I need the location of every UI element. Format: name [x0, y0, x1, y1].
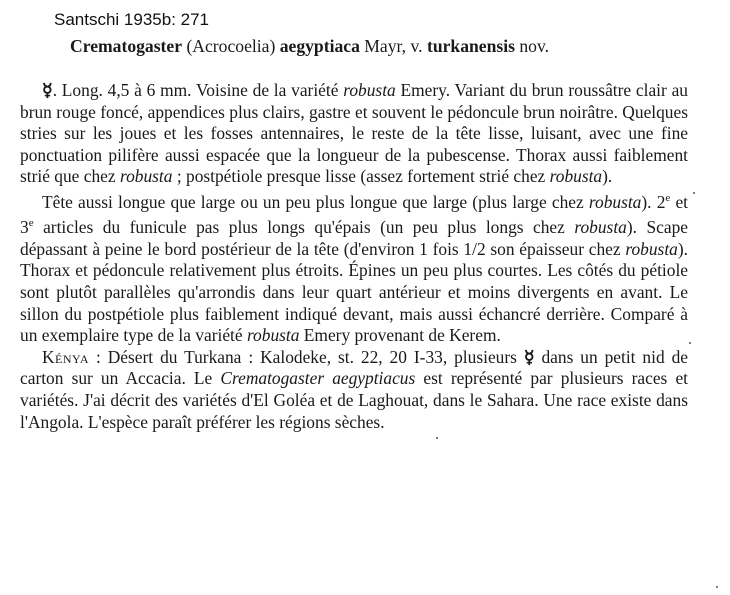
paragraph-locality: Kénya : Désert du Turkana : Kalodeke, st. 22, 20 I-33, plusieurs ☿ dans un petit nid de carton sur un Accacia. Le Crematogaster aegyptiacus est représenté par plusieurs races et variétés. J'ai décrit des variétés d'El Goléa et de Laghouat, dans le Sahara. Une race existe dans l'Angola. L'espèce paraît préférer les régions sèches.	[20, 346, 688, 432]
scan-speck	[436, 437, 438, 439]
species-name: aegyptiaca	[279, 36, 360, 56]
locality-country: Kénya	[42, 346, 90, 367]
subgenus-name: (Acrocoelia)	[186, 36, 276, 56]
rank-label: v.	[410, 36, 423, 56]
author-name: Mayr,	[364, 36, 407, 56]
scan-speck	[716, 586, 718, 588]
citation-header: Santschi 1935b: 271	[54, 10, 210, 29]
body-text	[20, 80, 688, 433]
scan-speck	[689, 342, 691, 344]
paragraph-comparison: Tête aussi longue que large ou un peu plus longue que large (plus large chez robusta). 2e et 3e articles du funicule pas plus longs qu'épais (un peu plus longs chez robusta). Scape dépassant à peine le bord postérieur de la tête (d'environ 1 fois 1/2 son épaisseur chez robusta). Thorax et pédoncule relativement plus étroits. Épines un peu plus courtes. Les côtés du pétiole sont plutôt parallèles qu'arrondis dans leur quart antérieur et moins divergents en avant. Le sillon du postpétiole plus faiblement indiqué devant, mais aussi échancré derrière. Comparé à un exemplaire type de la variété robusta Emery provenant de Kerem.	[20, 191, 689, 346]
variety-name: turkanensis	[426, 36, 515, 56]
taxon-title	[70, 36, 720, 57]
paragraph-description: ☿. Long. 4,5 à 6 mm. Voisine de la variété robusta Emery. Variant du brun roussâtre clair au brun rouge foncé, appendices plus clairs, gastre et souvent le pédoncule brun noirâtre. Quelques stries sur les joues et les fosses antennaires, le reste de la tête lisse, luisant, avec une fine ponctuation pilifère aussi espacée que la longueur de la pubescense. Thorax aussi faiblement strié que chez robusta ; postpétiole presque lisse (assez fortement strié chez robusta).	[20, 80, 688, 187]
genus-name: Crematogaster	[70, 36, 183, 56]
scan-speck	[693, 192, 695, 194]
worker-symbol-icon: ☿	[42, 80, 53, 100]
worker-symbol-icon: ☿	[523, 346, 535, 367]
status-label: nov.	[519, 36, 550, 56]
